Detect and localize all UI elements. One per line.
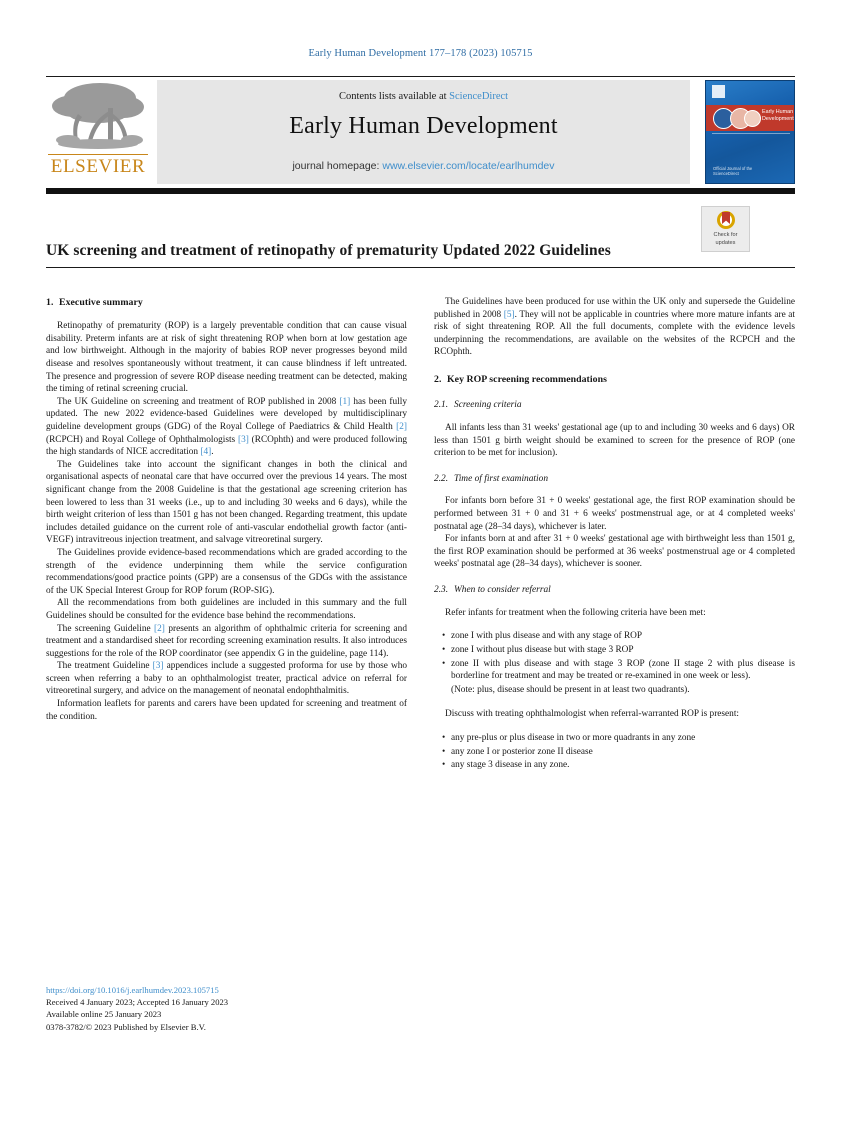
cover-title: [762, 109, 795, 123]
crossmark-label: [702, 231, 749, 247]
paragraph: Retinopathy of prematurity (ROP) is a largely preventable condition that can cause visual disability. Preterm infants are at risk of sight threatening ROP when born at low gestation age and low birthweight. Although in the majority of babies ROP never progresses beyond mild disease and resolves spontaneously without treatment, it can cause blindness if left untreated. The presence and progression of severe ROP disease needing treatment can be detected, making the timing of retinal screening crucial.: [46, 321, 407, 395]
contents-line: [157, 91, 690, 102]
section-title: Executive summary: [59, 297, 143, 308]
subsection-title: Screening criteria: [454, 400, 522, 411]
contents-prefix: Contents lists available at: [338, 91, 450, 102]
text-run: .: [211, 447, 214, 458]
paragraph: For infants born before 31 + 0 weeks' gestational age, the first ROP examination should be performed between 31 + 0 and 31 + 6 weeks' postmenstrual age, or at 4 completed weeks' postnatal age (28–34 days), whichever is later.: [434, 496, 795, 532]
cover-title-line2: Development: [762, 115, 794, 122]
elsevier-logo: [46, 80, 150, 184]
doi-link[interactable]: [46, 984, 407, 996]
text-run: presents an algorithm of ophthalmic criteria for screening and treatment and a standardised sheet for recording screening examination results. It also introduces suggestions for the role of the ROP coordinator (see appendix G in the guideline, page 114).: [46, 623, 407, 659]
sciencedirect-link[interactable]: ScienceDirect: [449, 91, 509, 102]
text-run: The UK Guideline on screening and treatment of ROP published in 2008: [57, 396, 340, 407]
list-item: • any stage 3 disease in any zone.: [451, 759, 795, 772]
running-head: Early Human Development 177–178 (2023) 105715: [308, 48, 533, 59]
cover-title-line1: Early Human: [762, 109, 794, 115]
section-number: 2.: [434, 373, 442, 385]
journal-title: Early Human Development: [289, 113, 558, 139]
paragraph: For infants born at and after 31 + 0 weeks' gestational age with birthweight less than 1501 g, the first ROP examination should be performed at 36 weeks' postmenstrual age or 4 completed weeks' postnatal age (28–34 days), whichever is sooner.: [434, 534, 795, 570]
subsection-number: 2.3.: [434, 585, 449, 596]
text-run: The screening Guideline: [57, 623, 155, 634]
page-title: UK screening and treatment of retinopathy of prematurity Updated 2022 Guidelines: [46, 242, 611, 260]
subsection-heading-screening-criteria: [434, 399, 795, 412]
list-item: • zone I without plus disease but with stage 3 ROP: [451, 644, 795, 657]
paragraph: All infants less than 31 weeks' gestational age (up to and including 30 weeks and 6 days) OR less than 1501 g birth weight should be examined to screen for the presence of ROP (one criterion to be met for inclusion).: [434, 422, 795, 459]
referral-criteria-list: [434, 630, 795, 682]
received-accepted-dates: Received 4 January 2023; Accepted 16 January 2023: [46, 997, 229, 1008]
paragraph: Refer infants for treatment when the following criteria have been met:: [445, 607, 706, 618]
subsection-title: Time of first examination: [454, 473, 549, 484]
copyright-line: 0378-3782/© 2023 Published by Elsevier B.V.: [46, 1021, 206, 1032]
section-heading-executive-summary: [46, 296, 407, 309]
paragraph: All the recommendations from both guidelines are included in this summary and the full Guidelines should be consulted for the evidence base behind the recommendations.: [46, 598, 407, 621]
text-run: (RCPCH) and Royal College of Ophthalmologists: [46, 434, 238, 445]
citation-ref-4[interactable]: [4]: [200, 447, 212, 458]
list-item: • zone I with plus disease and with any stage of ROP: [451, 630, 795, 643]
journal-band: [157, 80, 690, 184]
right-column: [434, 296, 795, 773]
discuss-criteria-list: [434, 732, 795, 772]
paragraph: [46, 623, 407, 661]
cover-footer: [713, 166, 753, 177]
subsection-heading-when-to-consider-referral: [434, 584, 795, 597]
available-online-date: Available online 25 January 2023: [46, 1009, 162, 1020]
journal-homepage-line: [157, 160, 690, 172]
citation-ref-2[interactable]: [2]: [154, 623, 165, 634]
journal-masthead: [46, 78, 795, 184]
section-number: 1.: [46, 297, 54, 308]
section-title: Key ROP screening recommendations: [447, 373, 607, 385]
crossmark-label-line1: Check for: [713, 232, 738, 238]
journal-homepage-link[interactable]: www.elsevier.com/locate/earlhumdev: [382, 160, 555, 172]
title-bottom-rule: [46, 267, 795, 268]
cover-divider: [712, 133, 790, 134]
paragraph: The Guidelines provide evidence-based recommendations which are graded according to the strength of the evidence underpinning them while the service configuration recommendations/good practice points (GPP) are a consensus of the GDGs with the assistance of the UK Special Interest Group for ROP forum (ROP-SIG).: [46, 547, 407, 596]
referral-note: (Note: plus, disease should be present in at least two quadrants).: [451, 684, 690, 695]
list-item: • zone II with plus disease and with stage 3 ROP (zone II stage 2 with plus disease is borderline for treatment and may be treated or re-examined in one week or less).: [451, 658, 795, 683]
text-run: . They will not be applicable in countries where more mature infants are at risk of sight threatening ROP. All the full documents, complete with the evidence levels underpinning the recommendations, are available on the websites of the RCPCH and the RCOphth.: [434, 309, 796, 358]
subsection-number: 2.1.: [434, 400, 449, 411]
paragraph: [46, 660, 407, 698]
citation-ref-1[interactable]: [1]: [339, 396, 351, 407]
list-item: • any zone I or posterior zone II disease: [451, 746, 795, 759]
subsection-heading-time-of-first-examination: [434, 473, 795, 486]
text-run: has been fully updated. The new 2022 evidence-based Guidelines were developed by multidisciplinary guideline development groups (GDG) of the Royal College of Paediatrics & Child Health: [46, 396, 407, 433]
citation-ref-2[interactable]: [2]: [396, 422, 407, 433]
paragraph: Information leaflets for parents and carers have been updated for screening and treatment of the condition.: [46, 699, 407, 722]
cover-circle-c-icon: [744, 110, 761, 127]
section-heading-key-recommendations: [434, 373, 795, 386]
elsevier-wordmark: ELSEVIER: [50, 156, 146, 177]
text-run: The treatment Guideline: [57, 661, 153, 672]
text-run: The Guidelines have been produced for use within the UK only and supersede the Guideline published in 2008: [434, 297, 795, 320]
article-meta: [46, 984, 407, 1033]
crossmark-label-line2: updates: [715, 240, 736, 247]
paragraph: Discuss with treating ophthalmologist when referral-warranted ROP is present:: [445, 709, 739, 720]
cover-footer-line2: ScienceDirect: [713, 171, 739, 177]
elsevier-tree-icon: [48, 80, 148, 154]
doi-text: https://doi.org/10.1016/j.earlhumdev.2023.105715: [46, 985, 219, 995]
paragraph: [46, 396, 407, 459]
subsection-title: When to consider referral: [454, 585, 551, 596]
text-run: (RCOphth) and were produced following the high standards of NICE accreditation: [46, 434, 408, 458]
citation-ref-3[interactable]: [3]: [238, 434, 249, 445]
list-item: • any pre-plus or plus disease in two or more quadrants in any zone: [451, 732, 795, 745]
paragraph: [434, 296, 795, 359]
crossmark-badge[interactable]: [701, 206, 750, 252]
citation-ref-5[interactable]: [5]: [503, 309, 515, 320]
left-column: [46, 296, 407, 723]
text-run: appendices include a suggested proforma for use by those who screen when referring a baby to an ophthalmologist treater, practical advice on referral for vitreoretinal surgery, and advice on the management of neonatal endophthalmitis.: [46, 661, 407, 697]
paragraph: The Guidelines take into account the significant changes in both the clinical and organisational aspects of neonatal care that have occurred over the previous 14 years. The most significant change from the 2008 Guideline is that the gestational age screening criterion has been lowered to less than 31 weeks (i.e., up to and including 30 weeks and 6 days), while the birth weight criterion of less than 1501 g has not been changed. Regarding treatment, this update includes detailed guidance on the current role of anti-vascular endothelial growth factor (anti-VEGF) intravitreous injection treatment, and salvage vitreoretinal surgery.: [46, 459, 407, 546]
journal-cover-image: [705, 80, 795, 184]
cover-footer-line1: Official Journal of the: [713, 165, 753, 171]
subsection-number: 2.2.: [434, 473, 449, 484]
citation-ref-3[interactable]: [3]: [152, 661, 164, 672]
cover-elsevier-mark-icon: [712, 85, 725, 98]
homepage-prefix: journal homepage:: [292, 160, 383, 172]
masthead-bottom-bar: [46, 188, 795, 194]
